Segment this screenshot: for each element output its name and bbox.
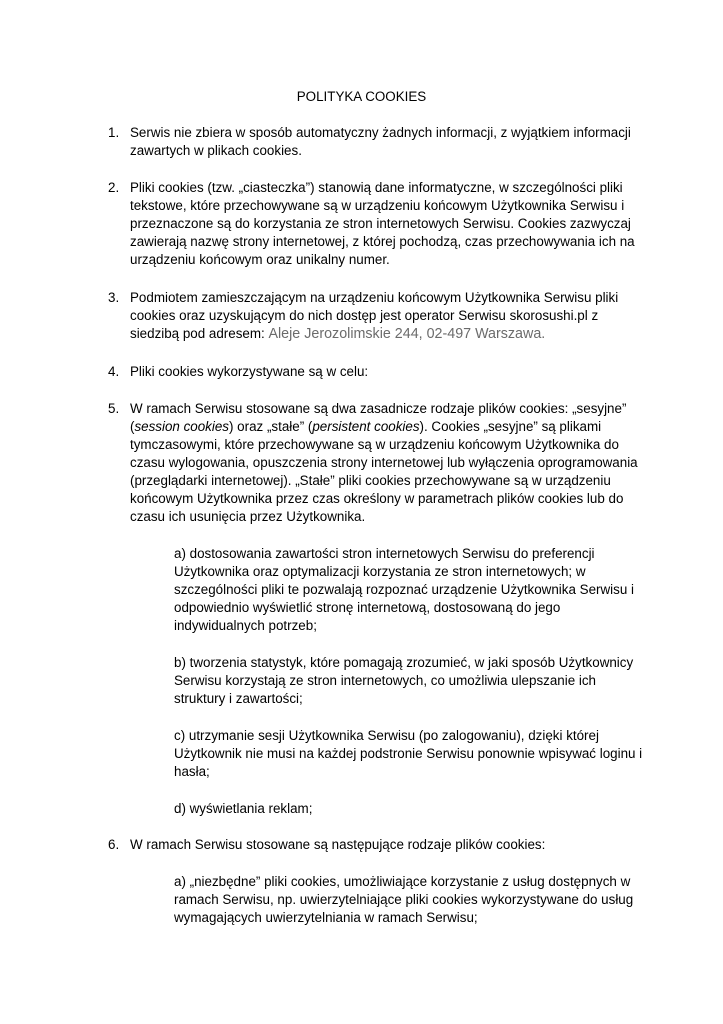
text-segment: W ramach Serwisu stosowane są dwa zasadnicze rodzaje plików cookies: „sesyjne” (: [130, 401, 627, 434]
list-item-number: 4.: [108, 364, 120, 379]
list-item-text: [130, 400, 648, 526]
document-title: POLITYKA COOKIES: [296, 89, 427, 104]
list-item-3: [108, 289, 648, 343]
list-item-1: [108, 124, 648, 160]
purpose-item-b: b) tworzenia statystyk, które pomagają zrozumieć, w jaki sposób Użytkownicy Serwisu korzystają ze stron internetowych, co umożliwia ulepszanie ich struktury i zawartości;: [174, 655, 634, 706]
text-segment: ) oraz „stałe” (: [229, 419, 313, 434]
purpose-item-a: a) dostosowania zawartości stron internetowych Serwisu do preferencji Użytkownika oraz optymalizacji korzystania ze stron internetowych; w szczególności pliki te pozwalają rozpoznać urządzenie Użytkownika Serwisu i odpowiednio wyświetlić stronę internetową, dostosowaną do jego indywidualnych potrzeb;: [174, 546, 634, 633]
list-item-text: W ramach Serwisu stosowane są następujące rodzaje plików cookies:: [130, 837, 546, 852]
list-item-number: 1.: [108, 125, 120, 140]
list-item-5: [108, 400, 648, 526]
text-segment: ). Cookies „sesyjne” są plikami tymczasowymi, które przechowywane są w urządzeniu końcowym Użytkownika do czasu wylogowania, opuszczenia strony internetowej lub wyłączenia oprogramowania (przeglądarki internetowej). „Stałe” pliki cookies przechowywane są w urządzeniu końcowym Użytkownika przez czas określony w parametrach plików cookies lub do czasu ich usunięcia przez Użytkownika.: [130, 419, 638, 524]
italic-term: session cookies: [134, 419, 229, 434]
list-item-number: 3.: [108, 290, 120, 305]
operator-address: Aleje Jerozolimskie 244, 02-497 Warszawa.: [268, 326, 546, 342]
cookie-type-item-a: a) „niezbędne” pliki cookies, umożliwiające korzystanie z usług dostępnych w ramach Serwisu, np. uwierzytelniające pliki cookies wykorzystywane do usług wymagających uwierzytelniania w ramach Serwisu;: [174, 874, 634, 925]
list-item-number: 6.: [108, 837, 120, 852]
list-item-text: Pliki cookies wykorzystywane są w celu:: [130, 364, 369, 379]
operator-text: Podmiotem zamieszczającym na urządzeniu końcowym Użytkownika Serwisu pliki cookies oraz uzyskującym do nich dostęp jest operator Serwisu skorosushi.pl z siedzibą pod adresem:: [130, 290, 619, 341]
list-item-text: Serwis nie zbiera w sposób automatyczny żadnych informacji, z wyjątkiem informacji zawartych w plikach cookies.: [130, 125, 631, 158]
list-item-text: Pliki cookies (tzw. „ciasteczka”) stanowią dane informatyczne, w szczególności pliki tekstowe, które przechowywane są w urządzeniu końcowym Użytkownika Serwisu i przeznaczone są do korzystania ze stron internetowych Serwisu. Cookies zazwyczaj zawierają nazwę strony internetowej, z której pochodzą, czas przechowywania ich na urządzeniu końcowym oraz unikalny numer.: [130, 180, 635, 267]
list-item-2: [108, 179, 648, 269]
list-item-6: [108, 836, 648, 854]
list-item-4: [108, 363, 648, 381]
italic-term: persistent cookies: [312, 419, 420, 434]
list-item-number: 5.: [108, 401, 120, 416]
list-item-number: 2.: [108, 180, 120, 195]
purpose-item-c: c) utrzymanie sesji Użytkownika Serwisu (po zalogowaniu), dzięki której Użytkownik nie musi na każdej podstronie Serwisu ponownie wpisywać loginu i hasła;: [174, 728, 643, 779]
purpose-item-d: d) wyświetlania reklam;: [174, 801, 313, 816]
list-item-text: [130, 289, 648, 343]
